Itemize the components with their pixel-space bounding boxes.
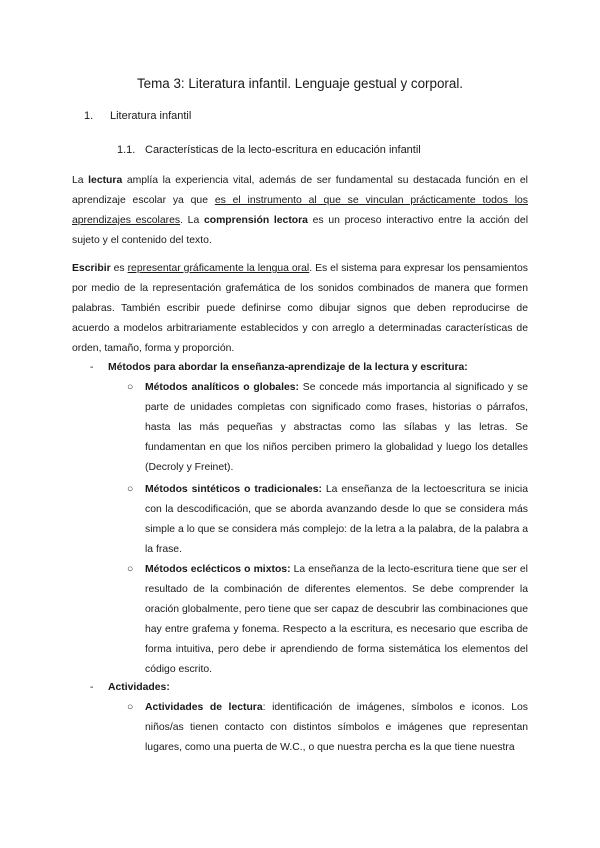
dash-bullet: - <box>90 682 94 693</box>
item-text: Se concede más importancia al significado y se parte de unidades completas con significado como frases, historias o párrafos, hasta las más pequeñas y abstractas como las sílabas y las letras. Se fundamentan en que los niños perciben primero la globalidad y luego los detalles (Decroly y Freinet). <box>145 382 529 473</box>
item-title: Métodos sintéticos o tradicionales: <box>145 484 322 495</box>
underlined-phrase: representar gráficamente la lengua oral <box>127 263 310 274</box>
section-number: 1. <box>84 110 94 122</box>
item-title: Métodos analíticos o globales: <box>145 382 299 393</box>
paragraph-escribir <box>72 259 528 359</box>
subsection-heading-1-1 <box>117 144 421 156</box>
section-heading-1 <box>84 110 191 122</box>
document-title: Tema 3: Literatura infantil. Lenguaje gestual y corporal. <box>136 76 464 91</box>
bullet-actividades <box>90 678 170 698</box>
circle-bullet-icon: ○ <box>127 484 134 495</box>
section-label: Literatura infantil <box>110 110 192 122</box>
item-text: La enseñanza de la lecto-escritura tiene que ser el resultado de la combinación de diferentes elementos. Se debe comprender la oración globalmente, pero tiene que ser capaz de descubrir las combinaciones que hay entre grafema y fonema. Respecto a la escritura, es necesario que escriba de forma intuitiva, pero debe ir aprendiendo de forma sistemática los elementos del código escrito. <box>145 564 528 675</box>
subsection-number: 1.1. <box>117 144 136 156</box>
text-run: es un proceso interactivo entre la acción del sujeto y el contenido del texto. <box>72 215 529 246</box>
bold-term-lectura: lectura <box>88 175 123 186</box>
bold-term-comprension: comprensión lectora <box>203 215 308 226</box>
paragraph-lectura <box>72 171 528 251</box>
text-run: . Es el sistema para expresar los pensamientos por medio de la representación grafemática de los sonidos combinados de manera que formen palabras. También escribir puede definirse como dibujar signos que deben reproducirse de acuerdo a modelos arbitrariamente establecidos y con arreglo a determinadas características de orden, tamaño, forma y proporción. <box>72 263 529 354</box>
subsection-label: Características de la lecto-escritura en educación infantil <box>145 144 421 156</box>
bullet-metodos <box>90 358 468 378</box>
item-title: Métodos eclécticos o mixtos: <box>145 564 291 575</box>
text-run: amplía la experiencia vital, además de ser fundamental su destacada función en el aprendizaje escolar ya que <box>72 175 528 206</box>
circle-bullet-icon: ○ <box>127 382 134 393</box>
list-item-metodos-eclecticos <box>127 560 528 680</box>
underlined-phrase: es el instrumento al que se vinculan prácticamente todos los aprendizajes escolares <box>72 195 528 226</box>
bullet-label: Métodos para abordar la enseñanza-aprendizaje de la lectura y escritura: <box>108 362 468 373</box>
circle-bullet-icon: ○ <box>127 564 134 575</box>
item-title: Actividades de lectura <box>145 702 263 713</box>
text-run: La <box>72 175 89 186</box>
dash-bullet: - <box>90 362 94 373</box>
list-item-metodos-analiticos <box>127 378 528 478</box>
item-text: La enseñanza de la lectoescritura se inicia con la descodificación, que se aborda avanzando desde lo que se considera más simple a lo que se considera más complejo: de la letra a la palabra, de la palabra a la frase. <box>145 484 528 555</box>
list-item-metodos-sinteticos <box>127 480 528 560</box>
list-item-actividades-lectura <box>127 698 528 758</box>
bold-term-escribir: Escribir <box>72 263 111 274</box>
text-run: . La <box>180 215 204 226</box>
text-run: es <box>110 263 128 274</box>
bullet-label: Actividades: <box>108 682 170 693</box>
item-text: : identificación de imágenes, símbolos e iconos. Los niños/as tienen contacto con distintos símbolos e imágenes que representan lugares, como una puerta de W.C., o que nuestra percha es la que tiene nuestra <box>145 702 528 753</box>
circle-bullet-icon: ○ <box>127 702 134 713</box>
